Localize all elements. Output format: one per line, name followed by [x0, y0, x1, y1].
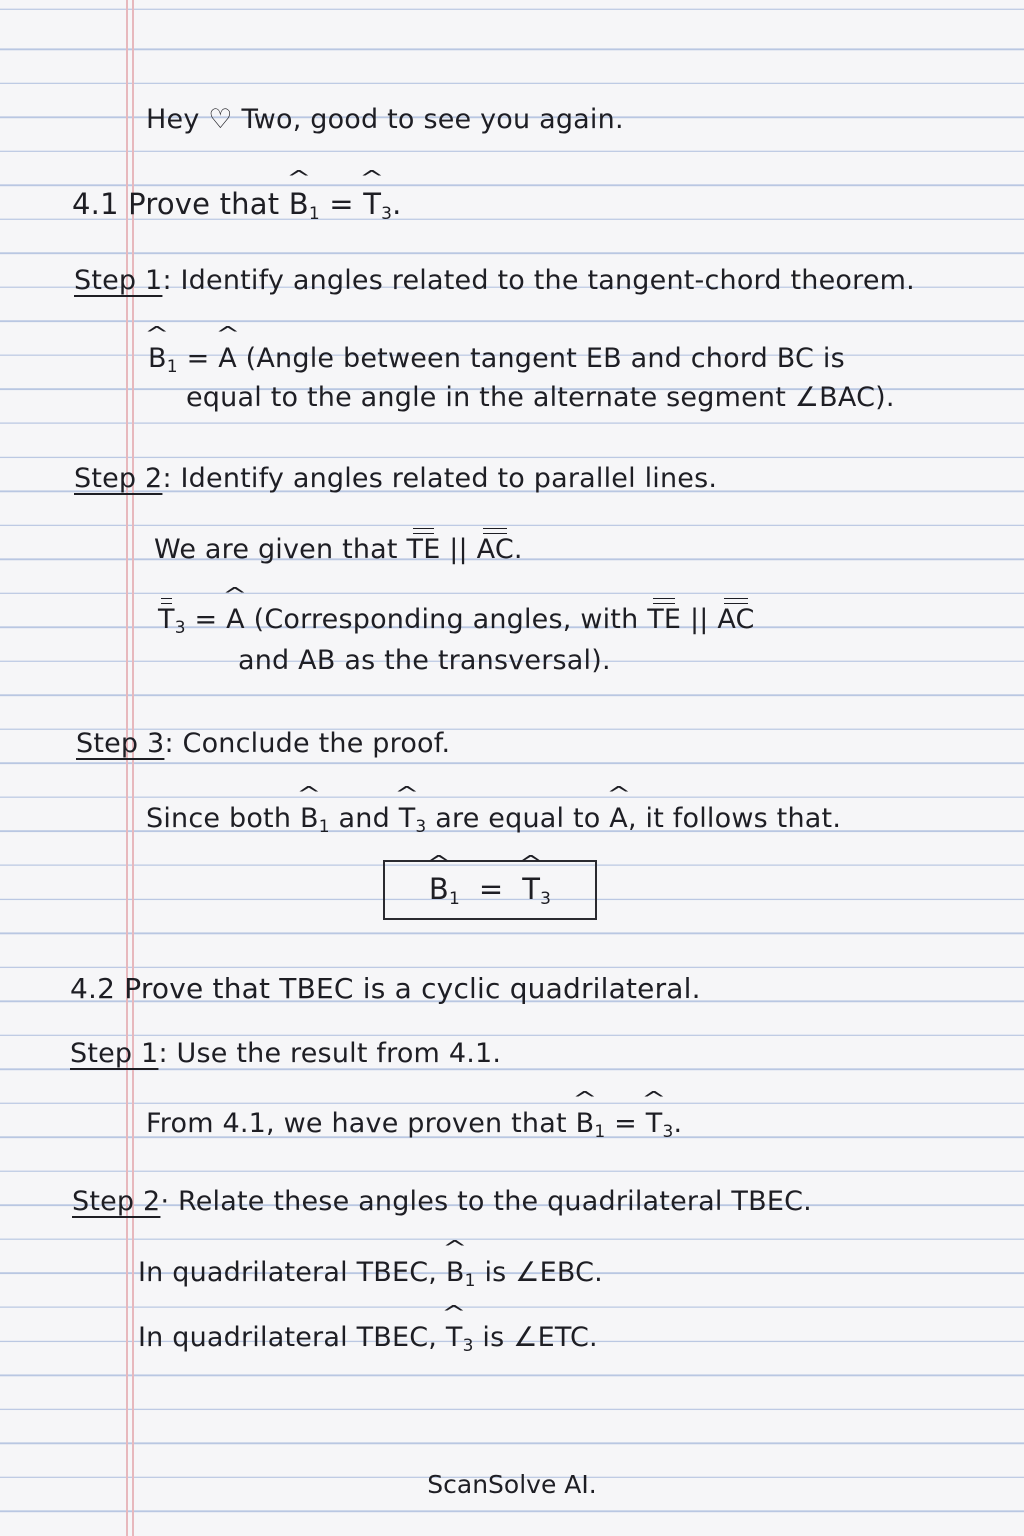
quad-etc-line: In quadrilateral TBEC, ^ $T_3$ is ∠ETC.	[138, 1322, 598, 1356]
margin-line	[132, 0, 134, 1536]
footer-brand: ScanSolve AI.	[427, 1470, 597, 1499]
corresponding-angles-reason: and AB as the transversal).	[238, 645, 611, 676]
question-number: 4.1	[72, 187, 119, 221]
step-title: · Relate these angles to the quadrilateral TBEC.	[160, 1186, 812, 1217]
boxed-equation: ^ $B_1$ = ^ $T_3$	[429, 872, 551, 909]
corresponding-angles-equation: $T_3$ = ^ A (Corresponding angles, with TE || AC	[158, 604, 755, 638]
quad-ebc-line: In quadrilateral TBEC, ^ $B_1$ is ∠EBC.	[138, 1257, 603, 1291]
step-title: : Use the result from 4.1.	[158, 1038, 502, 1069]
margin-line	[126, 0, 128, 1536]
step2-heading	[74, 463, 717, 494]
angle-t3: ^ T	[363, 187, 381, 221]
q42-step2-heading	[72, 1186, 812, 1217]
step-label: Step 2	[74, 463, 163, 494]
step-label: Step 1	[74, 265, 163, 296]
question-4-2-heading: 4.2 Prove that TBEC is a cyclic quadrilateral.	[70, 972, 701, 1005]
from-4-1-line: From 4.1, we have proven that ^ $B_1$ = ^ $T_3$.	[146, 1108, 682, 1142]
step-title: : Identify angles related to parallel lines.	[162, 463, 718, 494]
greeting: Hey ♡ Two, good to see you again.	[146, 104, 624, 135]
question-4-1-heading: 4.1 Prove that ^ $B_1$ = ^ $T_3$.	[72, 187, 402, 224]
step-title: : Identify angles related to the tangent-chord theorem.	[162, 265, 915, 296]
step-label: Step 1	[70, 1038, 159, 1069]
step1-heading	[74, 265, 915, 296]
step-title: : Conclude the proof.	[164, 728, 451, 759]
angle-b1: ^ B	[289, 187, 309, 221]
tangent-chord-equation: ^ $B_1$ = ^ A (Angle between tangent EB and chord BC is	[148, 343, 845, 377]
step3-heading	[76, 728, 450, 759]
boxed-result	[383, 860, 597, 920]
step-label: Step 3	[76, 728, 165, 759]
step-label: Step 2	[72, 1186, 161, 1217]
q42-step1-heading	[70, 1038, 501, 1069]
conclusion-line: Since both ^ $B_1$ and ^ $T_3$ are equal to ^ A, it follows that.	[146, 803, 841, 837]
tangent-chord-reason: equal to the angle in the alternate segment ∠BAC).	[186, 382, 895, 413]
given-parallel: We are given that TE || AC.	[154, 534, 523, 565]
question-prompt: Prove that	[128, 187, 280, 221]
